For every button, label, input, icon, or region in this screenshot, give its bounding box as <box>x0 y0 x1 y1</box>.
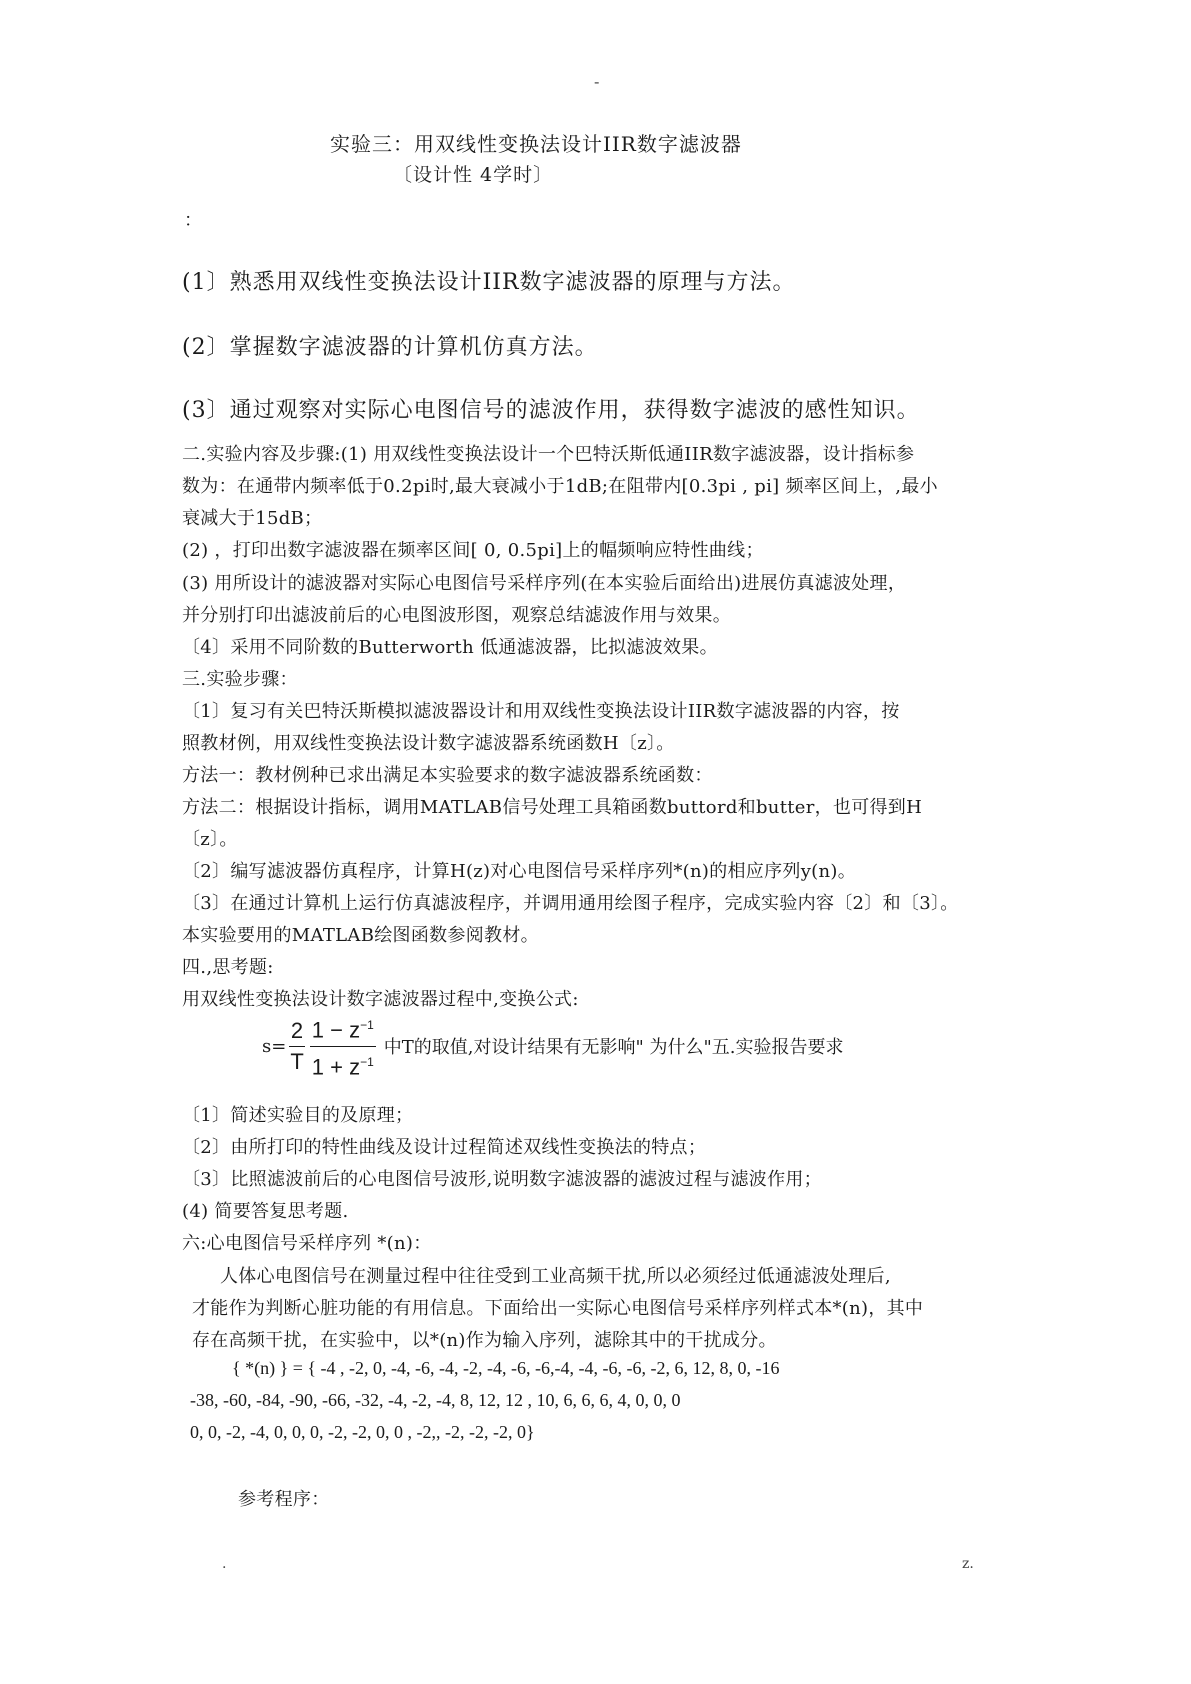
body-line: 二.实验内容及步骤:(1) 用双线性变换法设计一个巴特沃斯低通IIR数字滤波器，设计指标参 <box>182 444 915 465</box>
formula-factor-denominator: T <box>290 1048 304 1074</box>
body-line: 〔2〕编写滤波器仿真程序，计算H(z)对心电图信号采样序列*(n)的相应序列y(n)。 <box>182 861 857 882</box>
footer-right-mark: z. <box>962 1556 974 1572</box>
page-title: 实验三：用双线性变换法设计IIR数字滤波器 <box>330 132 742 156</box>
body-line: 方法一：教材例种已求出满足本实验要求的数字滤波器系统函数： <box>182 765 713 786</box>
report-item: 〔3〕比照滤波前后的心电图信号波形,说明数字滤波器的滤波过程与滤波作用； <box>182 1169 822 1190</box>
footer-left-mark: . <box>222 1556 227 1572</box>
formula-denominator: $1 + z^{-1}$ <box>311 1053 374 1079</box>
objective-1: (1〕熟悉用双线性变换法设计IIR数字滤波器的原理与方法。 <box>182 270 796 295</box>
body-line: 照教材例，用双线性变换法设计数字滤波器系统函数H〔z〕。 <box>182 733 675 754</box>
body-line: 用双线性变换法设计数字滤波器过程中,变换公式: <box>182 989 579 1010</box>
formula-numerator-exponent: −1 <box>360 1018 374 1033</box>
sample-sequence-line: -38, -60, -84, -90, -66, -32, -4, -2, -4, 8, 12, 12 , 10, 6, 6, 6, 4, 0, 0, 0 <box>190 1390 681 1410</box>
formula-tail: 中T的取值,对设计结果有无影响" 为什么"五.实验报告要求 <box>383 1037 844 1058</box>
formula-numerator: $1 - z^{-1}$ <box>310 1012 376 1046</box>
intro-line: 存在高频干扰，在实验中，以*(n)作为输入序列，滤除其中的干扰成分。 <box>192 1330 777 1351</box>
section-heading: 三.实验步骤： <box>182 669 298 690</box>
body-line: (2) ，打印出数字滤波器在频率区间[ 0, 0.5pi]上的幅频响应特性曲线； <box>182 540 764 561</box>
report-item: 〔2〕由所打印的特性曲线及设计过程简述双线性变换法的特点； <box>182 1137 707 1158</box>
formula-factor <box>288 1018 305 1075</box>
body-line: (3) 用所设计的滤波器对实际心电图信号采样序列(在本实验后面给出)进展仿真滤波处理， <box>182 573 907 594</box>
intro-line: 人体心电图信号在测量过程中往往受到工业高频干扰,所以必须经过低通滤波处理后, <box>220 1266 891 1287</box>
section-one-colon: ： <box>184 210 202 231</box>
formula-factor-numerator: 2 <box>289 1018 305 1047</box>
formula-lhs: s= <box>262 1035 287 1057</box>
objective-2: (2〕掌握数字滤波器的计算机仿真方法。 <box>182 335 598 360</box>
header-mark: - <box>594 72 600 91</box>
section-heading: 四.,思考题: <box>182 957 274 978</box>
body-line: 本实验要用的MATLAB绘图函数参阅教材。 <box>182 925 539 946</box>
formula-denominator-exponent: −1 <box>360 1054 374 1069</box>
objective-3: (3〕通过观察对实际心电图信号的滤波作用，获得数字滤波的感性知识。 <box>182 398 920 423</box>
page-subtitle: 〔设计性 4学时〕 <box>393 164 554 186</box>
section-heading: 六:心电图信号采样序列 *(n)： <box>182 1233 432 1254</box>
formula-fraction <box>310 1012 376 1080</box>
body-line: 数为：在通带内频率低于0.2pi时,最大衰减小于1dB;在阻带内[0.3pi , pi] 频率区间上，,最小 <box>182 476 938 497</box>
body-line: 并分别打印出滤波前后的心电图波形图，观察总结滤波作用与效果。 <box>182 605 731 626</box>
sample-sequence-line: 0, 0, -2, -4, 0, 0, 0, -2, -2, 0, 0 , -2,, -2, -2, -2, 0} <box>190 1422 535 1442</box>
bilinear-formula <box>262 1015 844 1077</box>
body-line: 方法二：根据设计指标，调用MATLAB信号处理工具箱函数buttord和butter，也可得到H <box>182 797 923 818</box>
intro-line: 才能作为判断心脏功能的有用信息。下面给出一实际心电图信号采样序列样式本*(n)，其中 <box>192 1298 924 1319</box>
report-item: (4) 简要答复思考题. <box>182 1201 349 1222</box>
body-line: 〔z〕。 <box>182 829 238 850</box>
body-line: 衰减大于15dB； <box>182 508 323 529</box>
sample-sequence-line: { *(n) } = { -4 , -2, 0, -4, -6, -4, -2, -4, -6, -6,-4, -4, -6, -6, -2, 6, 12, 8, 0, -16 <box>232 1358 780 1378</box>
body-line: 〔4〕采用不同阶数的Butterworth 低通滤波器，比拟滤波效果。 <box>182 637 718 658</box>
body-line: 〔1〕复习有关巴特沃斯模拟滤波器设计和用双线性变换法设计IIR数字滤波器的内容，按 <box>182 701 900 722</box>
body-line: 〔3〕在通过计算机上运行仿真滤波程序，并调用通用绘图子程序，完成实验内容〔2〕和〔3〕。 <box>182 893 959 914</box>
reference-program-label: 参考程序： <box>238 1489 330 1510</box>
report-item: 〔1〕简述实验目的及原理； <box>182 1105 414 1126</box>
